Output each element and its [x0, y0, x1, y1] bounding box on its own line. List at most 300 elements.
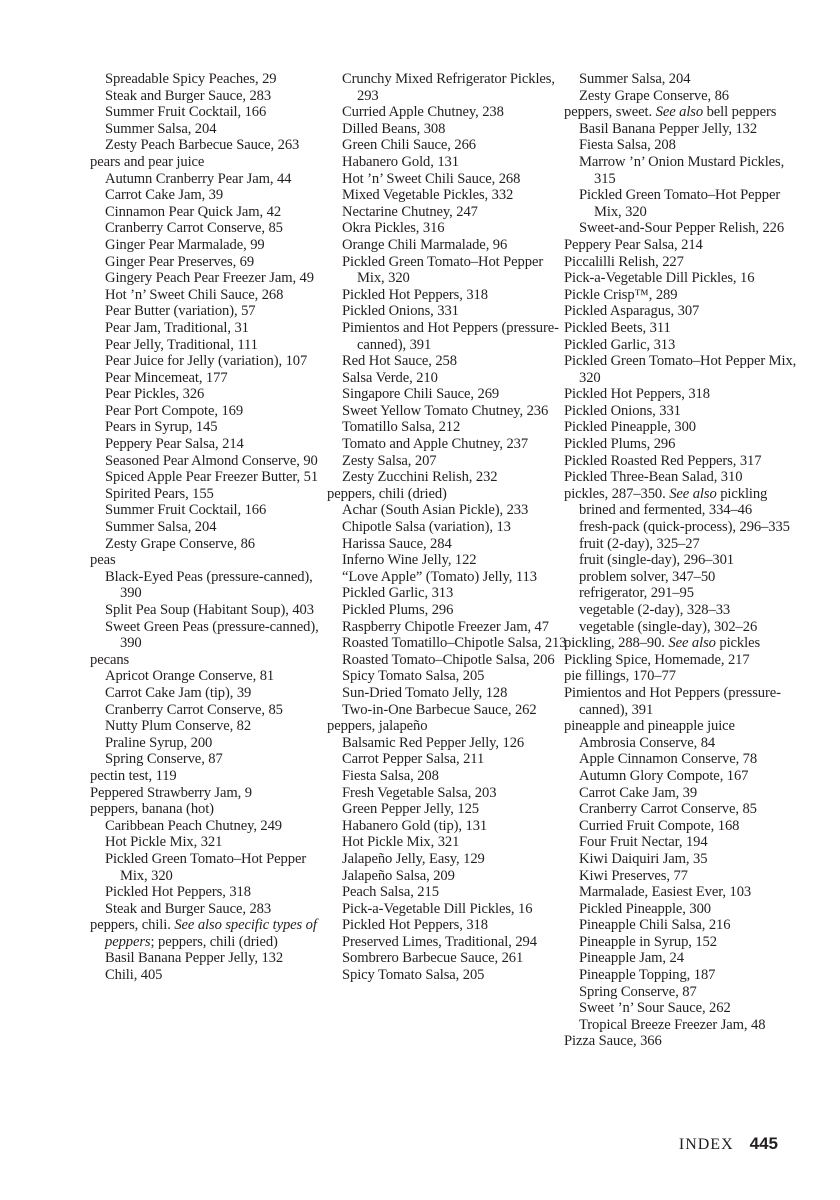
- index-subentry: [327, 204, 567, 221]
- entry-text: Pickled Three-Bean Salad, 310: [564, 469, 743, 486]
- index-subentry: [327, 171, 567, 188]
- index-subentry: [564, 220, 804, 237]
- entry-text: Red Hot Sauce, 258: [342, 353, 457, 370]
- entry-text: Tomatillo Salsa, 212: [342, 419, 461, 436]
- entry-text: Dilled Beans, 308: [342, 120, 446, 137]
- entry-text: Gingery Peach Pear Freezer Jam, 49: [105, 270, 314, 287]
- index-subentry: [327, 685, 567, 702]
- index-subentry: [327, 254, 567, 287]
- index-subentry: [327, 635, 567, 652]
- index-subentry: [564, 735, 804, 752]
- index-subentry: [327, 934, 567, 951]
- entry-text: Pickled Garlic, 313: [342, 585, 454, 602]
- entry-text: Pear Mincemeat, 177: [105, 369, 228, 386]
- entry-text: Ginger Pear Preserves, 69: [105, 253, 255, 270]
- index-subentry: [90, 403, 330, 420]
- entry-text: Pear Port Compote, 169: [105, 402, 244, 419]
- index-entry: [564, 237, 804, 254]
- see-also-target: bell peppers: [703, 104, 777, 121]
- index-subentry: [564, 934, 804, 951]
- index-subentry: [327, 868, 567, 885]
- index-column-3: [564, 71, 804, 1050]
- entry-text: Marmalade, Easiest Ever, 103: [579, 884, 752, 901]
- entry-text: Pickle Crisp™, 289: [564, 286, 678, 303]
- see-also-target: ; peppers, chili (dried): [150, 933, 278, 950]
- index-subentry: [327, 751, 567, 768]
- entry-text: Spreadable Spicy Peaches, 29: [105, 71, 277, 87]
- entry-text: Carrot Cake Jam (tip), 39: [105, 684, 252, 701]
- entry-text: Autumn Glory Compote, 167: [579, 767, 749, 784]
- index-subentry: [327, 834, 567, 851]
- index-entry: [90, 785, 330, 802]
- entry-text: Carrot Cake Jam, 39: [579, 784, 698, 801]
- index-subentry: [564, 785, 804, 802]
- entry-text: Chipotle Salsa (variation), 13: [342, 519, 511, 536]
- entry-text: Pick-a-Vegetable Dill Pickles, 16: [564, 270, 755, 287]
- entry-text: peppers, sweet.: [564, 104, 653, 121]
- entry-text: Zesty Zucchini Relish, 232: [342, 469, 498, 486]
- index-subentry: [90, 950, 330, 967]
- index-subentry: [327, 519, 567, 536]
- index-subentry: [90, 702, 330, 719]
- entry-text: “Love Apple” (Tomato) Jelly, 113: [342, 568, 537, 585]
- entry-text: pecans: [90, 651, 130, 668]
- entry-text: Cinnamon Pear Quick Jam, 42: [105, 203, 282, 220]
- index-entry: [90, 768, 330, 785]
- entry-text: Caribbean Peach Chutney, 249: [105, 817, 283, 834]
- entry-text: Piccalilli Relish, 227: [564, 253, 684, 270]
- index-entry: [564, 337, 804, 354]
- index-subentry: [327, 950, 567, 967]
- entry-text: Pimientos and Hot Peppers (pressure-canned), 391: [564, 684, 781, 718]
- entry-text: Pear Butter (variation), 57: [105, 303, 256, 320]
- index-subentry: [327, 602, 567, 619]
- index-subentry: [564, 88, 804, 105]
- index-subentry: [90, 137, 330, 154]
- entry-text: Mixed Vegetable Pickles, 332: [342, 187, 514, 204]
- entry-text: Pears in Syrup, 145: [105, 419, 218, 436]
- entry-text: Orange Chili Marmalade, 96: [342, 236, 508, 253]
- index-subentry: [327, 901, 567, 918]
- index-subentry: [564, 137, 804, 154]
- entry-text: Harissa Sauce, 284: [342, 535, 452, 552]
- index-subentry: [90, 718, 330, 735]
- see-also-reference: See also specific types of peppers: [105, 917, 317, 950]
- index-subentry: [90, 619, 330, 652]
- entry-text: Fiesta Salsa, 208: [579, 137, 676, 154]
- entry-text: fresh-pack (quick-process), 296–335: [579, 519, 790, 536]
- index-subentry: [327, 502, 567, 519]
- entry-text: peas: [90, 552, 116, 569]
- entry-text: Steak and Burger Sauce, 283: [105, 87, 272, 104]
- index-subentry: [564, 751, 804, 768]
- index-entry: [564, 718, 804, 735]
- index-subentry: [327, 403, 567, 420]
- entry-text: Peppered Strawberry Jam, 9: [90, 784, 252, 801]
- index-entry: [564, 320, 804, 337]
- entry-text: Summer Salsa, 204: [105, 120, 217, 137]
- index-entry: [90, 801, 330, 818]
- index-subentry: [327, 71, 567, 104]
- entry-text: Salsa Verde, 210: [342, 369, 438, 386]
- index-subentry: [564, 602, 804, 619]
- index-subentry: [90, 519, 330, 536]
- entry-text: Peach Salsa, 215: [342, 884, 439, 901]
- index-subentry: [90, 71, 330, 88]
- see-also-reference: See also: [655, 104, 704, 121]
- entry-text: Apricot Orange Conserve, 81: [105, 668, 275, 685]
- entry-text: Pickled Green Tomato–Hot Pepper Mix, 320: [342, 253, 544, 287]
- index-subentry: [327, 419, 567, 436]
- index-subentry: [90, 320, 330, 337]
- index-subentry: [90, 967, 330, 984]
- index-subentry: [564, 901, 804, 918]
- index-subentry: [90, 187, 330, 204]
- entry-text: Sweet ’n’ Sour Sauce, 262: [579, 1000, 731, 1017]
- index-subentry: [564, 801, 804, 818]
- index-subentry: [90, 735, 330, 752]
- entry-text: Hot ’n’ Sweet Chili Sauce, 268: [105, 286, 284, 303]
- entry-text: Cranberry Carrot Conserve, 85: [579, 801, 757, 818]
- index-subentry: [327, 818, 567, 835]
- entry-text: Spicy Tomato Salsa, 205: [342, 668, 485, 685]
- entry-text: Seasoned Pear Almond Conserve, 90: [105, 452, 318, 469]
- entry-text: Pear Pickles, 326: [105, 386, 205, 403]
- entry-text: vegetable (single-day), 302–26: [579, 618, 758, 635]
- entry-text: Pear Juice for Jelly (variation), 107: [105, 353, 308, 370]
- entry-text: Basil Banana Pepper Jelly, 132: [579, 120, 758, 137]
- index-subentry: [564, 984, 804, 1001]
- page-footer: [679, 1134, 778, 1158]
- index-subentry: [90, 419, 330, 436]
- index-subentry: [327, 121, 567, 138]
- index-entry: [90, 652, 330, 669]
- index-subentry: [327, 619, 567, 636]
- index-subentry: [327, 652, 567, 669]
- entry-text: Pickled Hot Peppers, 318: [342, 917, 488, 934]
- index-subentry: [564, 552, 804, 569]
- entry-text: Pickled Onions, 331: [342, 303, 459, 320]
- page-number: 445: [749, 1134, 778, 1153]
- entry-text: Green Pepper Jelly, 125: [342, 801, 479, 818]
- index-subentry: [564, 1017, 804, 1034]
- index-subentry: [564, 818, 804, 835]
- entry-text: Cranberry Carrot Conserve, 85: [105, 701, 283, 718]
- index-entry: [564, 254, 804, 271]
- entry-text: Spiced Apple Pear Freezer Butter, 51: [105, 469, 319, 486]
- entry-text: Hot Pickle Mix, 321: [105, 834, 223, 851]
- entry-text: Summer Fruit Cocktail, 166: [105, 104, 267, 121]
- index-entry: [564, 436, 804, 453]
- index-subentry: [90, 668, 330, 685]
- entry-text: Autumn Cranberry Pear Jam, 44: [105, 170, 292, 187]
- entry-text: problem solver, 347–50: [579, 568, 716, 585]
- index-subentry: [90, 303, 330, 320]
- index-subentry: [564, 619, 804, 636]
- entry-text: Balsamic Red Pepper Jelly, 126: [342, 734, 525, 751]
- index-subentry: [90, 469, 330, 486]
- index-entry: [564, 469, 804, 486]
- entry-text: Singapore Chili Sauce, 269: [342, 386, 500, 403]
- entry-text: Habanero Gold, 131: [342, 153, 459, 170]
- index-subentry: [564, 187, 804, 220]
- index-subentry: [327, 104, 567, 121]
- index-subentry: [90, 536, 330, 553]
- entry-text: Hot Pickle Mix, 321: [342, 834, 460, 851]
- index-entry: [564, 652, 804, 669]
- entry-text: Four Fruit Nectar, 194: [579, 834, 708, 851]
- index-subentry: [327, 353, 567, 370]
- index-subentry: [327, 569, 567, 586]
- index-subentry: [564, 1000, 804, 1017]
- entry-text: vegetable (2-day), 328–33: [579, 602, 731, 618]
- entry-text: Kiwi Preserves, 77: [579, 867, 688, 884]
- index-subentry: [90, 901, 330, 918]
- entry-text: Pickled Hot Peppers, 318: [564, 386, 710, 403]
- entry-text: pickles, 287–350.: [564, 485, 666, 502]
- entry-text: peppers, chili (dried): [327, 485, 447, 502]
- entry-text: Inferno Wine Jelly, 122: [342, 552, 477, 569]
- entry-text: Summer Fruit Cocktail, 166: [105, 502, 267, 519]
- index-entry: [564, 403, 804, 420]
- entry-text: Pineapple Topping, 187: [579, 967, 716, 984]
- index-subentry: [327, 303, 567, 320]
- index-subentry: [564, 154, 804, 187]
- entry-text: Pickling Spice, Homemade, 217: [564, 651, 750, 668]
- entry-text: Jalapeño Salsa, 209: [342, 867, 455, 884]
- index-subentry: [90, 204, 330, 221]
- index-subentry: [327, 187, 567, 204]
- entry-text: refrigerator, 291–95: [579, 585, 694, 602]
- index-entry: [564, 386, 804, 403]
- entry-text: Pineapple Chili Salsa, 216: [579, 917, 731, 934]
- index-entry: [327, 718, 567, 735]
- entry-text: Zesty Grape Conserve, 86: [579, 87, 729, 104]
- index-entry: [564, 270, 804, 287]
- entry-text: Chili, 405: [105, 967, 163, 984]
- index-subentry: [564, 519, 804, 536]
- index-subentry: [90, 353, 330, 370]
- index-subentry: [327, 237, 567, 254]
- entry-text: Jalapeño Jelly, Easy, 129: [342, 850, 485, 867]
- entry-text: Roasted Tomato–Chipotle Salsa, 206: [342, 651, 555, 668]
- index-subentry: [327, 386, 567, 403]
- see-also-reference: See also: [669, 485, 717, 502]
- entry-text: Cranberry Carrot Conserve, 85: [105, 220, 283, 237]
- index-entry: [564, 635, 804, 652]
- index-subentry: [327, 851, 567, 868]
- index-subentry: [327, 768, 567, 785]
- entry-text: pears and pear juice: [90, 153, 205, 170]
- entry-text: Spirited Pears, 155: [105, 485, 214, 502]
- index-subentry: [327, 137, 567, 154]
- index-entry: [90, 552, 330, 569]
- index-entry: [564, 287, 804, 304]
- index-subentry: [564, 536, 804, 553]
- index-subentry: [90, 121, 330, 138]
- entry-text: Apple Cinnamon Conserve, 78: [579, 751, 758, 768]
- index-subentry: [564, 834, 804, 851]
- entry-text: Raspberry Chipotle Freezer Jam, 47: [342, 618, 549, 635]
- index-subentry: [327, 370, 567, 387]
- index-subentry: [564, 851, 804, 868]
- index-subentry: [327, 884, 567, 901]
- entry-text: Preserved Limes, Traditional, 294: [342, 933, 537, 950]
- entry-text: Pick-a-Vegetable Dill Pickles, 16: [342, 900, 533, 917]
- index-subentry: [564, 768, 804, 785]
- index-column-2: [327, 71, 567, 984]
- entry-text: Zesty Grape Conserve, 86: [105, 535, 255, 552]
- index-subentry: [564, 868, 804, 885]
- index-subentry: [327, 801, 567, 818]
- index-entry: [90, 917, 330, 950]
- index-subentry: [327, 585, 567, 602]
- index-subentry: [327, 453, 567, 470]
- index-subentry: [90, 386, 330, 403]
- entry-text: Sombrero Barbecue Sauce, 261: [342, 950, 524, 967]
- entry-text: Achar (South Asian Pickle), 233: [342, 502, 529, 519]
- index-subentry: [327, 785, 567, 802]
- entry-text: brined and fermented, 334–46: [579, 502, 753, 519]
- index-subentry: [90, 834, 330, 851]
- index-entry: [564, 685, 804, 718]
- entry-text: Tomato and Apple Chutney, 237: [342, 436, 529, 453]
- entry-text: Peppery Pear Salsa, 214: [564, 236, 703, 253]
- entry-text: Okra Pickles, 316: [342, 220, 445, 237]
- entry-text: Hot ’n’ Sweet Chili Sauce, 268: [342, 170, 521, 187]
- index-subentry: [327, 735, 567, 752]
- index-subentry: [90, 502, 330, 519]
- index-entry: [327, 486, 567, 503]
- entry-text: Basil Banana Pepper Jelly, 132: [105, 950, 284, 967]
- entry-text: Pineapple Jam, 24: [579, 950, 684, 967]
- index-subentry: [90, 751, 330, 768]
- entry-text: peppers, banana (hot): [90, 801, 214, 818]
- entry-text: Fresh Vegetable Salsa, 203: [342, 784, 497, 801]
- index-entry: [564, 1033, 804, 1050]
- index-subentry: [90, 337, 330, 354]
- entry-text: peppers, chili.: [90, 917, 171, 934]
- index-subentry: [90, 254, 330, 271]
- entry-text: Kiwi Daiquiri Jam, 35: [579, 850, 708, 867]
- entry-text: Zesty Peach Barbecue Sauce, 263: [105, 137, 300, 154]
- entry-text: Pickled Green Tomato–Hot Pepper Mix, 320: [564, 353, 797, 386]
- entry-text: Pineapple in Syrup, 152: [579, 933, 717, 950]
- index-entry: [564, 353, 804, 386]
- entry-text: Praline Syrup, 200: [105, 734, 213, 751]
- entry-text: Carrot Cake Jam, 39: [105, 187, 224, 204]
- entry-text: fruit (single-day), 296–301: [579, 552, 734, 569]
- index-subentry: [90, 602, 330, 619]
- index-subentry: [90, 851, 330, 884]
- index-subentry: [327, 552, 567, 569]
- entry-text: Sun-Dried Tomato Jelly, 128: [342, 684, 508, 701]
- entry-text: Sweet Green Peas (pressure-canned), 390: [105, 618, 319, 652]
- index-subentry: [90, 453, 330, 470]
- index-subentry: [564, 950, 804, 967]
- index-subentry: [90, 436, 330, 453]
- entry-text: Split Pea Soup (Habitant Soup), 403: [105, 602, 314, 618]
- entry-text: pineapple and pineapple juice: [564, 718, 735, 735]
- entry-text: Pickled Roasted Red Peppers, 317: [564, 452, 762, 469]
- entry-text: Black-Eyed Peas (pressure-canned), 390: [105, 568, 313, 602]
- index-subentry: [327, 287, 567, 304]
- index-subentry: [90, 818, 330, 835]
- index-entry: [564, 453, 804, 470]
- index-subentry: [90, 370, 330, 387]
- entry-text: Carrot Pepper Salsa, 211: [342, 751, 485, 768]
- index-subentry: [564, 71, 804, 88]
- entry-text: Ginger Pear Marmalade, 99: [105, 236, 265, 253]
- entry-text: Curried Apple Chutney, 238: [342, 104, 504, 121]
- index-subentry: [327, 702, 567, 719]
- entry-text: Summer Salsa, 204: [105, 519, 217, 536]
- index-subentry: [90, 287, 330, 304]
- entry-text: Pimientos and Hot Peppers (pressure-canned), 391: [342, 319, 559, 353]
- index-entry: [564, 668, 804, 685]
- index-subentry: [90, 486, 330, 503]
- entry-text: Pickled Beets, 311: [564, 319, 671, 336]
- index-subentry: [327, 668, 567, 685]
- index-subentry: [564, 585, 804, 602]
- index-subentry: [564, 884, 804, 901]
- entry-text: Steak and Burger Sauce, 283: [105, 900, 272, 917]
- entry-text: Roasted Tomatillo–Chipotle Salsa, 213: [342, 635, 567, 652]
- index-subentry: [327, 320, 567, 353]
- index-subentry: [327, 917, 567, 934]
- entry-text: Pickled Green Tomato–Hot Pepper Mix, 320: [579, 187, 781, 220]
- entry-text: Fiesta Salsa, 208: [342, 767, 439, 784]
- index-subentry: [90, 685, 330, 702]
- index-subentry: [90, 171, 330, 188]
- entry-text: Ambrosia Conserve, 84: [579, 734, 716, 751]
- index-subentry: [90, 884, 330, 901]
- entry-text: Marrow ’n’ Onion Mustard Pickles, 315: [579, 153, 785, 187]
- index-entry: [564, 486, 804, 503]
- entry-text: Summer Salsa, 204: [579, 71, 691, 87]
- index-subentry: [90, 104, 330, 121]
- entry-text: Crunchy Mixed Refrigerator Pickles, 293: [342, 71, 555, 104]
- index-entry: [90, 154, 330, 171]
- index-subentry: [327, 154, 567, 171]
- see-also-target: pickling: [716, 485, 768, 502]
- entry-text: Sweet Yellow Tomato Chutney, 236: [342, 402, 549, 419]
- entry-text: Nutty Plum Conserve, 82: [105, 718, 252, 735]
- entry-text: Pickled Onions, 331: [564, 402, 681, 419]
- entry-text: Tropical Breeze Freezer Jam, 48: [579, 1016, 766, 1033]
- entry-text: pectin test, 119: [90, 767, 177, 784]
- entry-text: Spicy Tomato Salsa, 205: [342, 967, 485, 984]
- index-subentry: [327, 469, 567, 486]
- entry-text: fruit (2-day), 325–27: [579, 535, 700, 552]
- entry-text: Spring Conserve, 87: [105, 751, 223, 768]
- entry-text: Pickled Hot Peppers, 318: [342, 286, 488, 303]
- entry-text: Habanero Gold (tip), 131: [342, 817, 488, 834]
- footer-section-label: INDEX: [678, 1136, 734, 1153]
- entry-text: Spring Conserve, 87: [579, 983, 697, 1000]
- entry-text: Pear Jelly, Traditional, 111: [105, 336, 258, 353]
- index-entry: [564, 419, 804, 436]
- entry-text: Pickled Plums, 296: [342, 602, 454, 618]
- index-entry: [564, 303, 804, 320]
- entry-text: Pickled Hot Peppers, 318: [105, 884, 251, 901]
- index-subentry: [90, 88, 330, 105]
- entry-text: Green Chili Sauce, 266: [342, 137, 476, 154]
- entry-text: Pickled Pineapple, 300: [564, 419, 696, 436]
- entry-text: pickling, 288–90.: [564, 635, 665, 652]
- entry-text: peppers, jalapeño: [327, 718, 428, 735]
- index-entry: [564, 104, 804, 121]
